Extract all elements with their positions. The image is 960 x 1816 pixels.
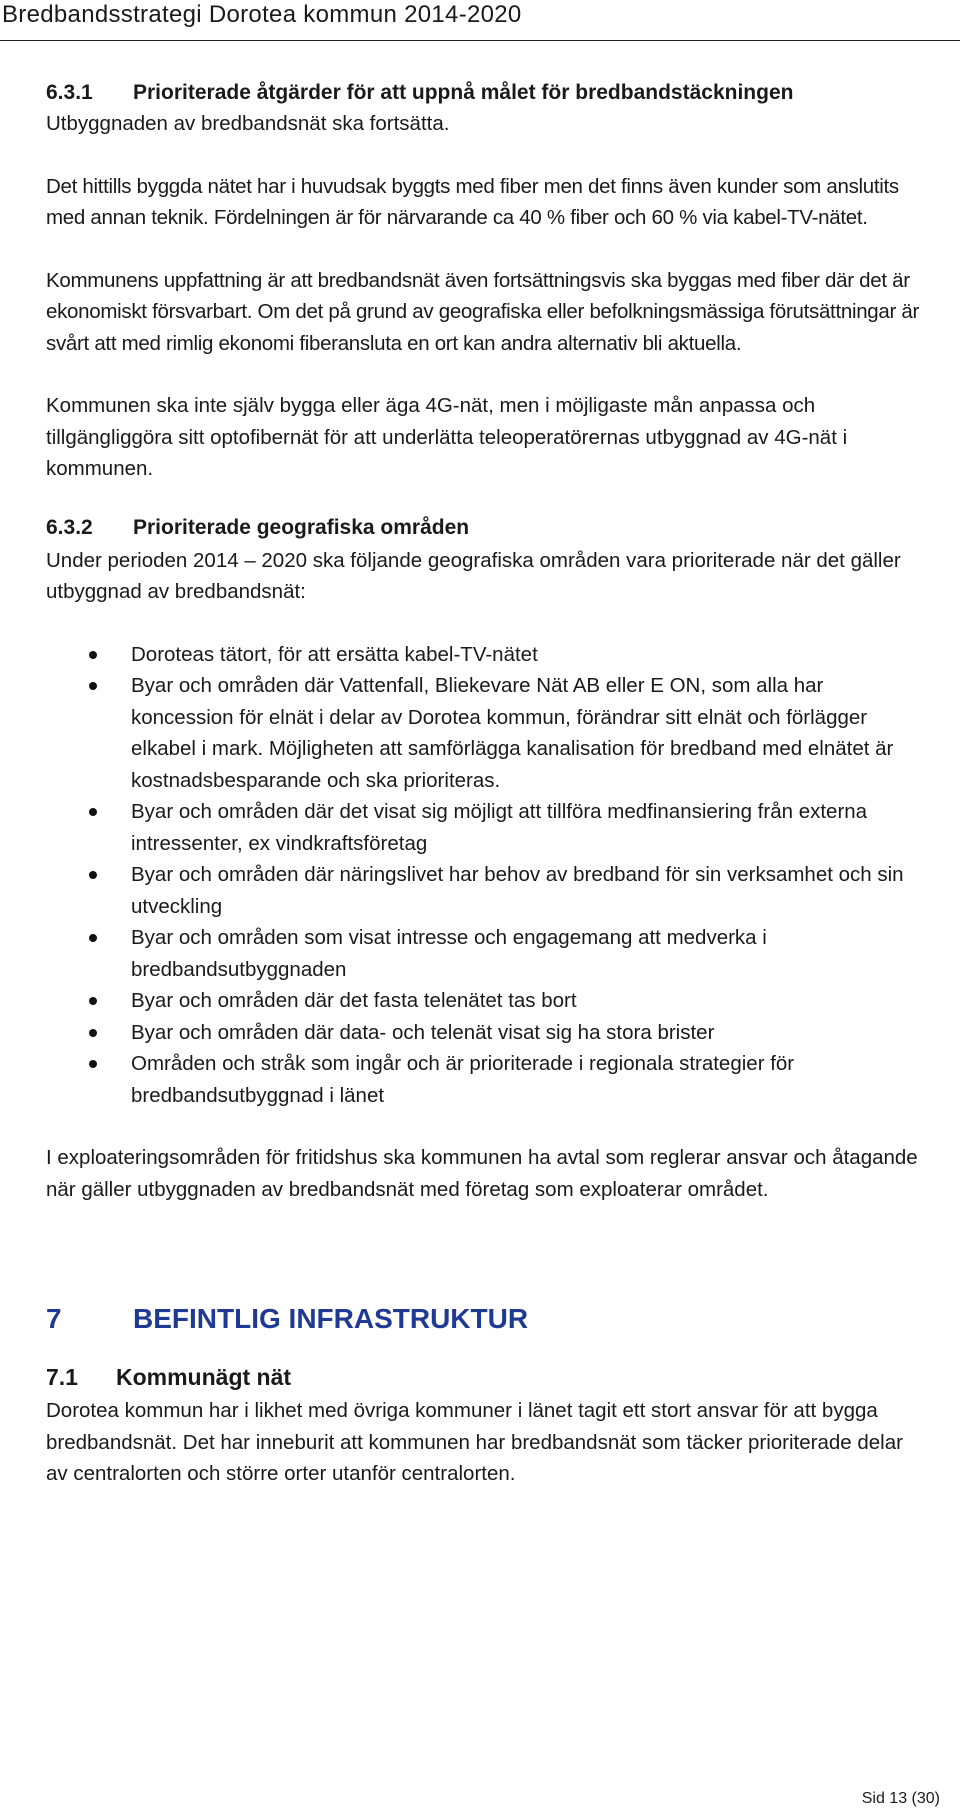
list-item: Byar och områden där data- och telenät visat sig ha stora brister xyxy=(46,1017,926,1049)
bullet-icon xyxy=(89,808,97,816)
list-item: Byar och områden där Vattenfall, Bliekevare Nät AB eller E ON, som alla har koncession för elnät i delar av Dorotea kommun, förändrar sitt elnät och förlägger elkabel i mark. Möjligheten att samförlägga kanalisation för bredband med elnätet är kostnadsbesparande och ska prioriteras. xyxy=(46,670,926,796)
paragraph: Kommunens uppfattning är att bredbandsnät även fortsättningsvis ska byggas med fiber där det är ekonomiskt försvarbart. Om det på grund av geografiska eller befolkningsmässiga förutsättningar är svårt att med rimlig ekonomi fiberansluta en ort kan andra alternativ bli aktuella. xyxy=(46,268,920,355)
bullet-icon xyxy=(89,997,97,1005)
document-title: Bredbandsstrategi Dorotea kommun 2014-2020 xyxy=(2,1,522,28)
bullet-icon xyxy=(89,682,97,690)
list-item: Byar och områden som visat intresse och engagemang att medverka i bredbandsutbyggnaden xyxy=(46,922,926,985)
page-body xyxy=(46,78,926,1490)
page-number: Sid 13 (30) xyxy=(861,1790,940,1807)
bullet-icon xyxy=(89,871,97,879)
section-number: 6.3.2 xyxy=(46,515,93,539)
list-item: Områden och stråk som ingår och är prioriterade i regionala strategier för bredbandsutbyggnad i länet xyxy=(46,1048,926,1111)
section-heading-6-3-2 xyxy=(46,513,926,543)
chapter-title: BEFINTLIG INFRASTRUKTUR xyxy=(133,1303,529,1334)
section-heading-7-1 xyxy=(46,1361,926,1393)
priority-list xyxy=(46,639,926,1112)
bullet-icon xyxy=(89,934,97,942)
paragraph: Dorotea kommun har i likhet med övriga kommuner i länet tagit ett stort ansvar för att bygga bredbandsnät. Det har inneburit att kommunen har bredbandsnät som täcker prioriterade delar av centralorten och större orter utanför centralorten. xyxy=(46,1399,903,1485)
paragraph: Utbyggnaden av bredbandsnät ska fortsätta. xyxy=(46,112,450,135)
section-heading-6-3-1 xyxy=(46,78,926,108)
bullet-icon xyxy=(89,1029,97,1037)
section-title: Prioriterade åtgärder för att uppnå målet för bredbandstäckningen xyxy=(133,81,794,104)
section-title: Kommunägt nät xyxy=(116,1364,292,1390)
chapter-number: 7 xyxy=(46,1303,62,1334)
list-item: Doroteas tätort, för att ersätta kabel-TV-nätet xyxy=(46,639,926,671)
section-number: 6.3.1 xyxy=(46,81,93,104)
running-header xyxy=(0,0,960,41)
section-number: 7.1 xyxy=(46,1364,78,1390)
bullet-icon xyxy=(89,1060,97,1068)
section-title: Prioriterade geografiska områden xyxy=(133,515,470,539)
list-item: Byar och områden där näringslivet har behov av bredband för sin verksamhet och sin utveckling xyxy=(46,859,926,922)
list-item: Byar och områden där det visat sig möjligt att tillföra medfinansiering från externa intressenter, ex vindkraftsföretag xyxy=(46,796,926,859)
paragraph: Under perioden 2014 – 2020 ska följande geografiska områden vara prioriterade när det gäller utbyggnad av bredbandsnät: xyxy=(46,548,901,603)
paragraph: Kommunen ska inte själv bygga eller äga 4G-nät, men i möjligaste mån anpassa och tillgängliggöra sitt optofibernät för att underlätta teleoperatörernas utbyggnad av 4G-nät i kommunen. xyxy=(46,394,848,480)
bullet-icon xyxy=(89,651,97,659)
paragraph: Det hittills byggda nätet har i huvudsak byggts med fiber men det finns även kunder som anslutits med annan teknik. Fördelningen är för närvarande ca 40 % fiber och 60 % via kabel-TV-nätet. xyxy=(46,174,899,229)
paragraph: I exploateringsområden för fritidshus ska kommunen ha avtal som reglerar ansvar och åtagande när gäller utbyggnaden av bredbandsnät med företag som exploaterar området. xyxy=(46,1146,918,1201)
chapter-heading-7 xyxy=(46,1299,926,1339)
list-item: Byar och områden där det fasta telenätet tas bort xyxy=(46,985,926,1017)
